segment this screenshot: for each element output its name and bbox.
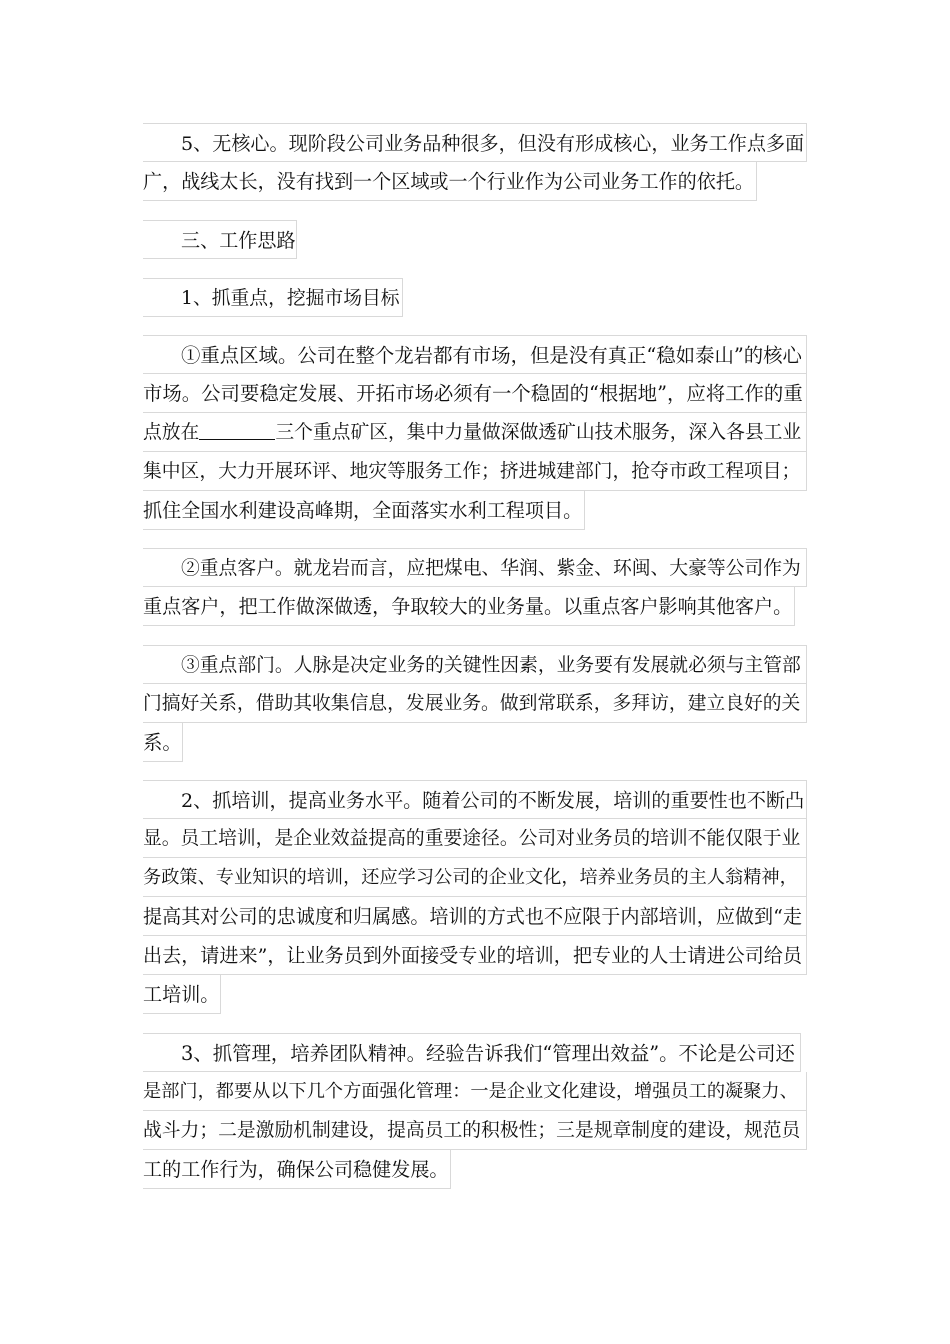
text-line: 集中区，大力开展环评、地灾等服务工作；挤进城建部门，抢夺市政工程项目； <box>143 452 807 491</box>
text-line: 工培训。 <box>143 975 221 1014</box>
paragraph-key-regions <box>143 335 807 530</box>
text-line: 3、抓管理，培养团队精神。经验告诉我们“管理出效益”。不论是公司还 <box>143 1033 801 1072</box>
text-line: 是部门，都要从以下几个方面强化管理：一是企业文化建设，增强员工的凝聚力、 <box>143 1072 807 1111</box>
text-line: 广，战线太长，没有找到一个区域或一个行业作为公司业务工作的依托。 <box>143 162 757 201</box>
paragraph-key-clients <box>143 548 807 626</box>
text-line: 务政策、专业知识的培训，还应学习公司的企业文化，培养业务员的主人翁精神， <box>143 858 807 897</box>
paragraph-no-core <box>143 123 807 201</box>
paragraph-key-departments <box>143 645 807 762</box>
text-line: ②重点客户。就龙岩而言，应把煤电、华润、紫金、环闽、大豪等公司作为 <box>143 548 807 587</box>
text-line: 工的工作行为，确保公司稳健发展。 <box>143 1150 451 1189</box>
text-line: ③重点部门。人脉是决定业务的关键性因素，业务要有发展就必须与主管部 <box>143 645 807 684</box>
text-line: 重点客户，把工作做深做透，争取较大的业务量。以重点客户影响其他客户。 <box>143 587 795 626</box>
text-line: 出去，请进来”，让业务员到外面接受专业的培训，把专业的人士请进公司给员 <box>143 936 807 975</box>
text-line: 5、无核心。现阶段公司业务品种很多，但没有形成核心，业务工作点多面 <box>143 123 807 162</box>
text-line: 提高其对公司的忠诚度和归属感。培训的方式也不应限于内部培训，应做到“走 <box>143 897 807 936</box>
text-line: 抓住全国水利建设高峰期，全面落实水利工程项目。 <box>143 491 585 530</box>
fill-in-blank <box>199 419 275 440</box>
text-line: 系。 <box>143 723 183 762</box>
text-fragment: 三个重点矿区，集中力量做深做透矿山技术服务，深入各县工业 <box>275 422 802 443</box>
text-line: 市场。公司要稳定发展、开拓市场必须有一个稳固的“根据地”，应将工作的重 <box>143 374 807 413</box>
text-fragment: 点放在 <box>143 422 200 443</box>
subheading-focus-points <box>143 278 403 317</box>
section-heading-work-ideas <box>143 220 297 259</box>
section-heading: 三、工作思路 <box>143 220 297 259</box>
text-line: 战斗力；二是激励机制建设，提高员工的积极性；三是规章制度的建设，规范员 <box>143 1111 807 1150</box>
text-line <box>143 413 807 452</box>
text-line: ①重点区域。公司在整个龙岩都有市场，但是没有真正“稳如泰山”的核心 <box>143 335 807 374</box>
text-line: 门搞好关系，借助其收集信息，发展业务。做到常联系，多拜访，建立良好的关 <box>143 684 807 723</box>
subheading: 1、抓重点，挖掘市场目标 <box>143 278 403 317</box>
paragraph-management <box>143 1033 807 1189</box>
text-line: 显。员工培训，是企业效益提高的重要途径。公司对业务员的培训不能仅限于业 <box>143 819 807 858</box>
paragraph-training <box>143 780 807 1014</box>
text-line: 2、抓培训，提高业务水平。随着公司的不断发展，培训的重要性也不断凸 <box>143 780 807 819</box>
